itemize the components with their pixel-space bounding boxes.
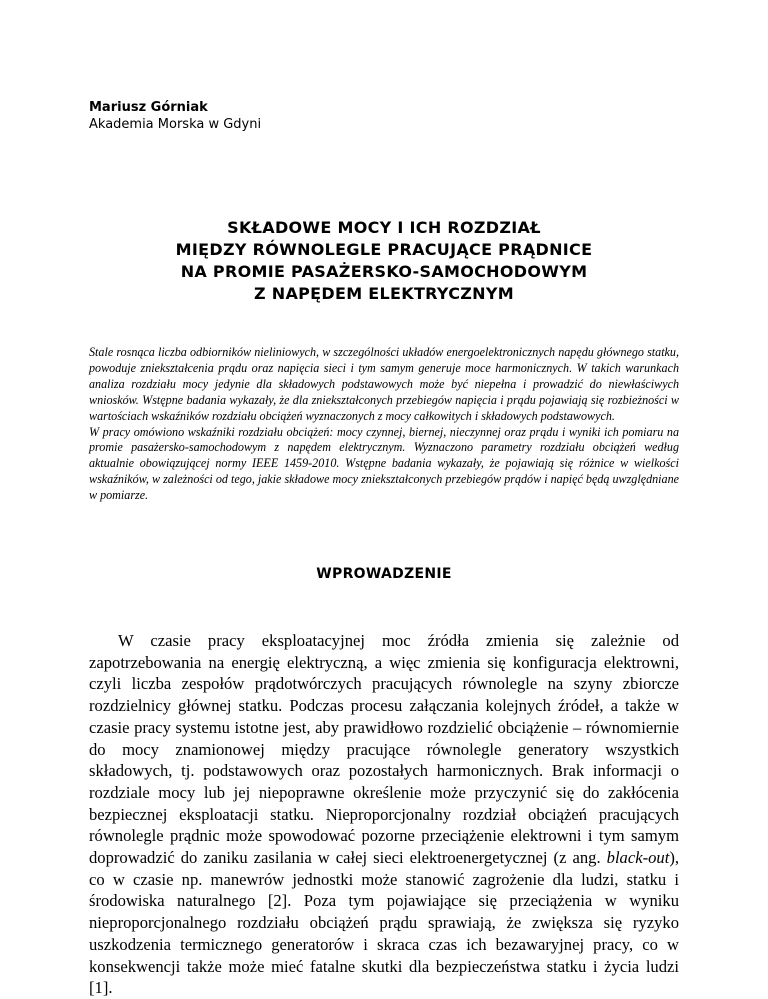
body-text-part: W czasie pracy eksploatacyjnej moc źródła zmienia się zależnie od zapotrzebowania na energię elektryczną, a więc zmienia się konfiguracja elektrowni, czyli liczba zespołów prądotwórczych pracujących równolegle na szyny zbiorcze rozdzielnicy głównej statku. Podczas procesu załączania kolejnych źródeł, a także w czasie pracy systemu istotne jest, aby prawidłowo rozdzielić obciążenie – równomiernie do mocy znamionowej między pracujące równolegle generatory wszystkich składowych, tj. podstawowych oraz pozostałych harmonicznych. Brak informacji o rozdziale mocy lub jej niepoprawne określenie może przyczynić się do zakłócenia bezpiecznej eksploatacji statku. Nieproporcjonalny rozdział obciążeń pracujących równolegle prądnic może spowodować pozorne przeciążenie elektrowni i tym samym doprowadzić do zaniku zasilania w całej sieci elektroenergetycznej (z ang.: [89, 631, 679, 868]
abstract-paragraph: W pracy omówiono wskaźniki rozdziału obciążeń: mocy czynnej, biernej, nieczynnej oraz prądu i wyniki ich pomiaru na promie pasażersko-samochodowym z napędem elektrycznym. Wyznaczono parametry rozdziału obciążeń według aktualnie obowiązującej normy IEEE 1459-2010. Wstępne badania wykazały, że pojawiają się różnice w wielkości wskaźników, w zależności od tego, jakie składowe mocy zniekształconych przebiegów prądów i napięć będą uwzględniane w pomiarze.: [89, 424, 679, 503]
author-name: Mariusz Górniak: [89, 100, 208, 115]
body-term: black-out: [606, 848, 670, 868]
body-paragraph: [89, 630, 679, 999]
title-line: Z NAPĘDEM ELEKTRYCZNYM: [254, 284, 514, 303]
title-line: NA PROMIE PASAŻERSKO-SAMOCHODOWYM: [180, 262, 588, 281]
title-line: SKŁADOWE MOCY I ICH ROZDZIAŁ: [227, 218, 541, 237]
title-line: MIĘDZY RÓWNOLEGLE PRACUJĄCE PRĄDNICE: [175, 240, 593, 259]
abstract-paragraph: Stale rosnąca liczba odbiorników nieliniowych, w szczególności układów energoelektronicznych napędu głównego statku, powoduje zniekształcenia prądu oraz napięcia sieci i tym samym generuje moce harmonicznych. W takich warunkach analiza rozdziału mocy jedynie dla składowych podstawowych może być niepełna i prowadzić do niewłaściwych wniosków. Wstępne badania wykazały, że dla zniekształconych przebiegów napięcia i prądu pojawiają się rozbieżności w wartościach wskaźników rozdziału obciążeń wyznaczonych z mocy całkowitych i składowych podstawowych.: [89, 345, 679, 423]
section-heading: WPROWADZENIE: [316, 566, 452, 582]
paper-title: [89, 217, 679, 305]
abstract: [89, 345, 679, 504]
author-affiliation: Akademia Morska w Gdyni: [89, 117, 262, 132]
body-text-part: ), co w czasie np. manewrów jednostki może stanowić zagrożenie dla ludzi, statku i środowiska naturalnego [2]. Poza tym pojawiające się przeciążenia w wyniku nieproporcjonalnego rozdziału obciążeń prądu sprawiają, że zwiększa się ryzyko uszkodzenia termicznego generatorów i skraca czas ich bezawaryjnej pracy, co w konsekwencji także może mieć fatalne skutki dla bezpieczeństwa statku i życia ludzi [1].: [89, 848, 679, 998]
author-block: [89, 99, 261, 133]
section-body: [89, 630, 679, 999]
